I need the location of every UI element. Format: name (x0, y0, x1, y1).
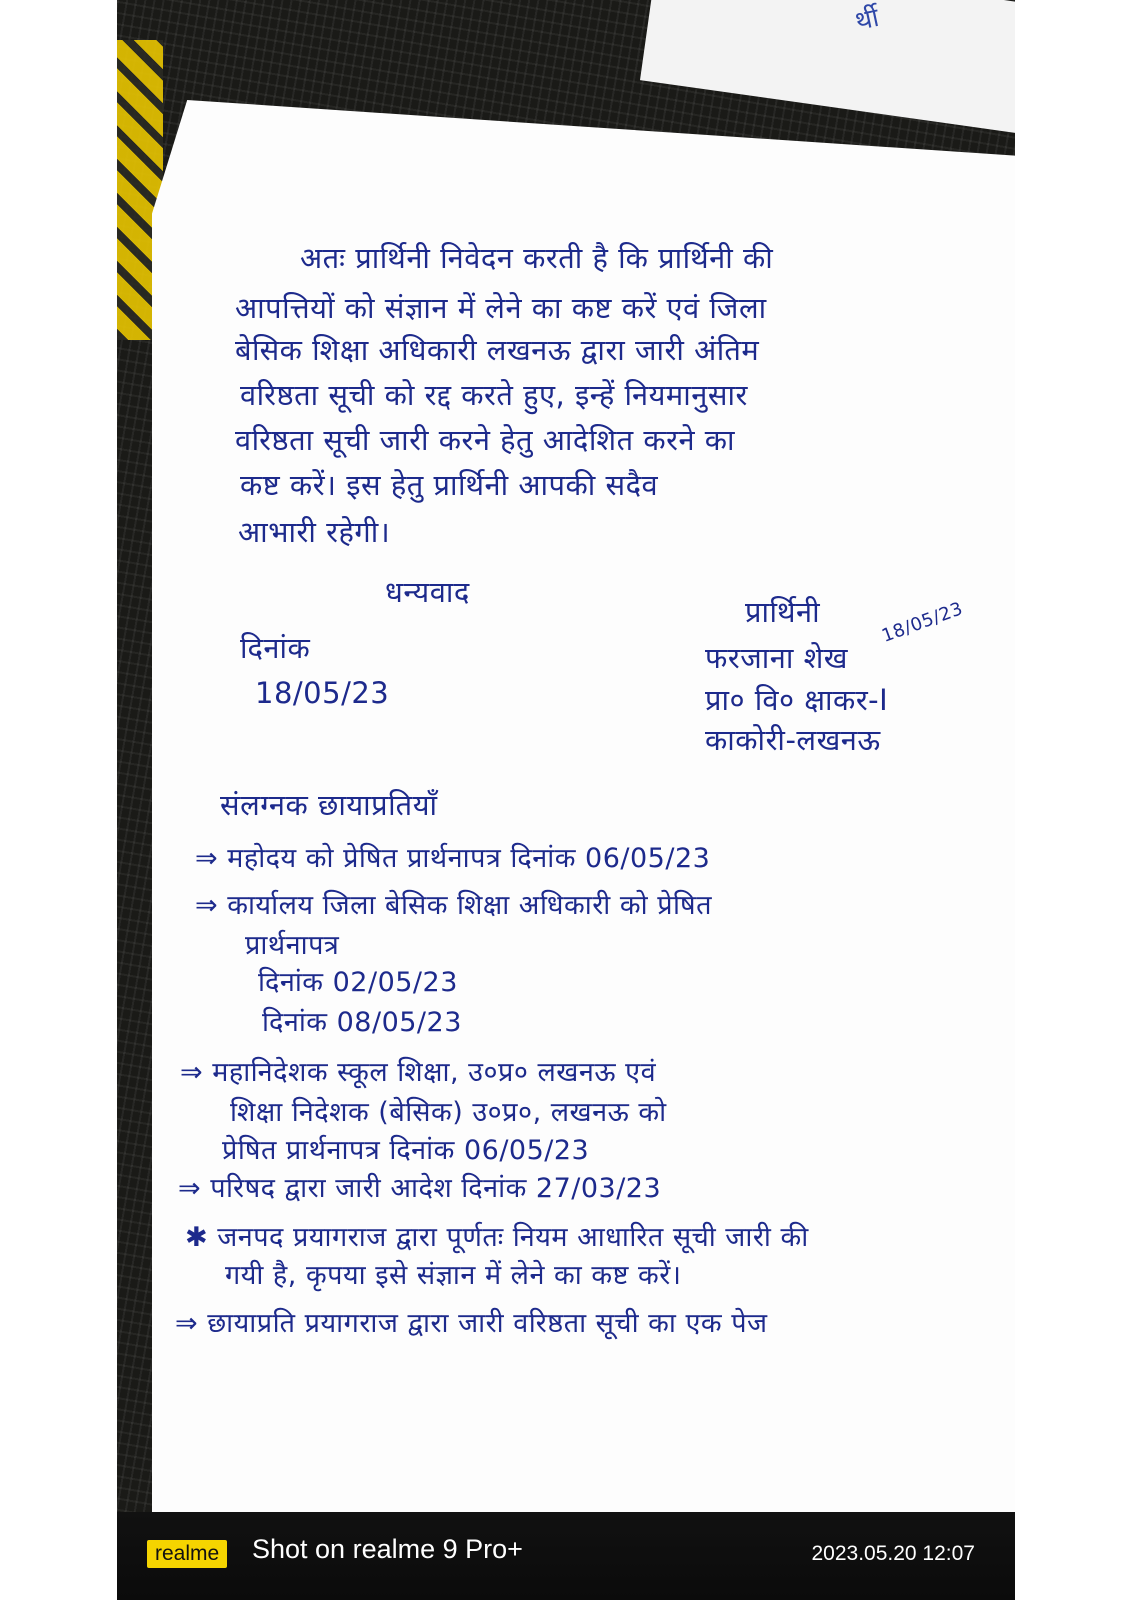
attachment-line-6: ⇒ महानिदेशक स्कूल शिक्षा, उ०प्र० लखनऊ एवं (180, 1057, 657, 1088)
attachments-heading: संलग्नक छायाप्रतियाँ (220, 788, 438, 822)
signature-location: काकोरी-लखनऊ (705, 723, 881, 757)
attachment-line-5: दिनांक 08/05/23 (262, 1007, 462, 1038)
body-line-7: आभारी रहेगी। (238, 515, 391, 549)
attachment-line-8: प्रेषित प्रार्थनापत्र दिनांक 06/05/23 (222, 1135, 590, 1166)
date-label: दिनांक (240, 631, 311, 665)
attachment-line-4: दिनांक 02/05/23 (258, 967, 458, 998)
body-line-3: बेसिक शिक्षा अधिकारी लखनऊ द्वारा जारी अंतिम (235, 333, 760, 367)
photo-timestamp: 2023.05.20 12:07 (811, 1542, 975, 1565)
signature-title: प्रार्थिनी (745, 595, 821, 629)
attachment-line-12: ⇒ छायाप्रति प्रयागराज द्वारा जारी वरिष्ठता सूची का एक पेज (175, 1308, 768, 1339)
attachment-line-10: ✱ जनपद प्रयागराज द्वारा पूर्णतः नियम आधारित सूची जारी की (185, 1222, 809, 1253)
body-line-5: वरिष्ठता सूची जारी करने हेतु आदेशित करने का (235, 423, 736, 457)
attachment-line-7: शिक्षा निदेशक (बेसिक) उ०प्र०, लखनऊ को (230, 1097, 667, 1128)
attachment-line-11: गयी है, कृपया इसे संज्ञान में लेने का कष्ट करें। (225, 1260, 682, 1291)
attachment-line-2: ⇒ कार्यालय जिला बेसिक शिक्षा अधिकारी को प्रेषित (195, 890, 713, 921)
camera-watermark-bar (117, 1512, 1015, 1600)
closing-thanks: धन्यवाद (385, 575, 470, 609)
signature-date: 18/05/23 (878, 598, 966, 647)
attachment-line-1: ⇒ महोदय को प्रेषित प्रार्थनापत्र दिनांक 06/05/23 (195, 843, 711, 874)
top-corner-note: र्थी (852, 2, 882, 38)
attachment-line-9: ⇒ परिषद द्वारा जारी आदेश दिनांक 27/03/23 (178, 1173, 662, 1204)
body-line-1: अतः प्रार्थिनी निवेदन करती है कि प्रार्थिनी की (300, 241, 774, 275)
body-line-6: कष्ट करें। इस हेतु प्रार्थिनी आपकी सदैव (240, 468, 659, 502)
shot-on-text: Shot on realme 9 Pro+ (252, 1534, 523, 1564)
body-line-2: आपत्तियों को संज्ञान में लेने का कष्ट करें एवं जिला (235, 291, 767, 325)
realme-logo: realme (147, 1540, 227, 1568)
signature-name: फरजाना शेख (705, 641, 849, 675)
attachment-line-3: प्रार्थनापत्र (245, 930, 340, 961)
body-line-4: वरिष्ठता सूची को रद्द करते हुए, इन्हें नियमानुसार (240, 378, 748, 412)
background-paper (640, 0, 1015, 139)
signature-school: प्रा० वि० क्षाकर-I (705, 683, 889, 717)
date-value: 18/05/23 (255, 676, 390, 710)
